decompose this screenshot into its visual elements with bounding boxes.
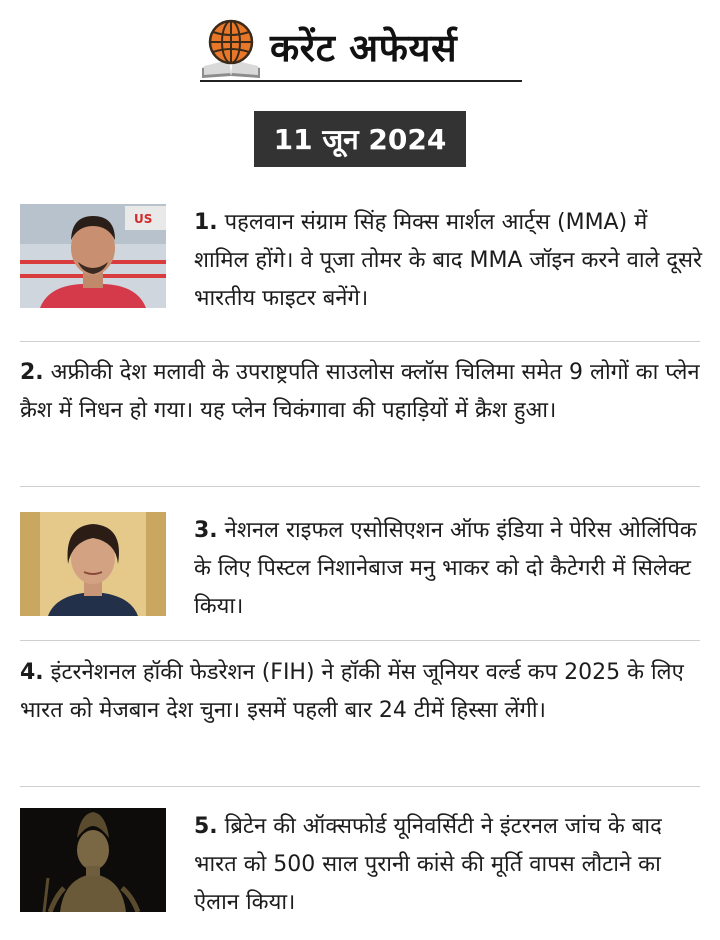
item-text: 4. इंटरनेशनल हॉकी फेडरेशन (FIH) ने हॉकी मेंस जूनियर वर्ल्ड कप 2025 के लिए भारत को मेजबान देश चुना। इसमें पहली बार 24 टीमें हिस्सा लेंगी। (20, 660, 684, 723)
header (0, 14, 720, 86)
bronze-statue-photo (20, 808, 166, 912)
shooter-photo (20, 512, 166, 616)
wrestler-photo (20, 204, 166, 308)
us-banner-text: US (134, 212, 153, 226)
divider (20, 786, 700, 787)
item-text: 5. ब्रिटेन की ऑक्सफोर्ड यूनिवर्सिटी ने इंटरनल जांच के बाद भारत को 500 साल पुरानी कांसे की मूर्ति वापस लौटाने का ऐलान किया। (194, 814, 662, 915)
item-text: 2. अफ्रीकी देश मलावी के उपराष्ट्रपति साउलोस क्लॉस चिलिमा समेत 9 लोगों का प्लेन क्रैश में निधन हो गया। यह प्लेन चिकंगावा की पहाड़ियों में क्रैश हुआ। (20, 360, 700, 423)
news-item-2 (20, 354, 700, 468)
news-item-3 (20, 512, 700, 622)
date-badge: 11 जून 2024 (254, 111, 466, 167)
divider (20, 640, 700, 641)
divider (20, 486, 700, 487)
globe-book-icon (198, 18, 264, 82)
item-text: 1. पहलवान संग्राम सिंह मिक्स मार्शल आर्ट्स (MMA) में शामिल होंगे। वे पूजा तोमर के बाद MMA जॉइन करने वाले दूसरे भारतीय फाइटर बनेंगे। (194, 210, 702, 311)
news-item-4 (20, 654, 700, 768)
news-item-5 (20, 808, 700, 918)
item-text: 3. नेशनल राइफल एसोसिएशन ऑफ इंडिया ने पेरिस ओलिंपिक के लिए पिस्टल निशानेबाज मनु भाकर को दो कैटेगरी में सिलेक्ट किया। (194, 518, 697, 619)
news-item-1 (20, 204, 700, 314)
title-underline (200, 80, 522, 82)
divider (20, 341, 700, 342)
page-title: करेंट अफेयर्स (270, 26, 458, 70)
